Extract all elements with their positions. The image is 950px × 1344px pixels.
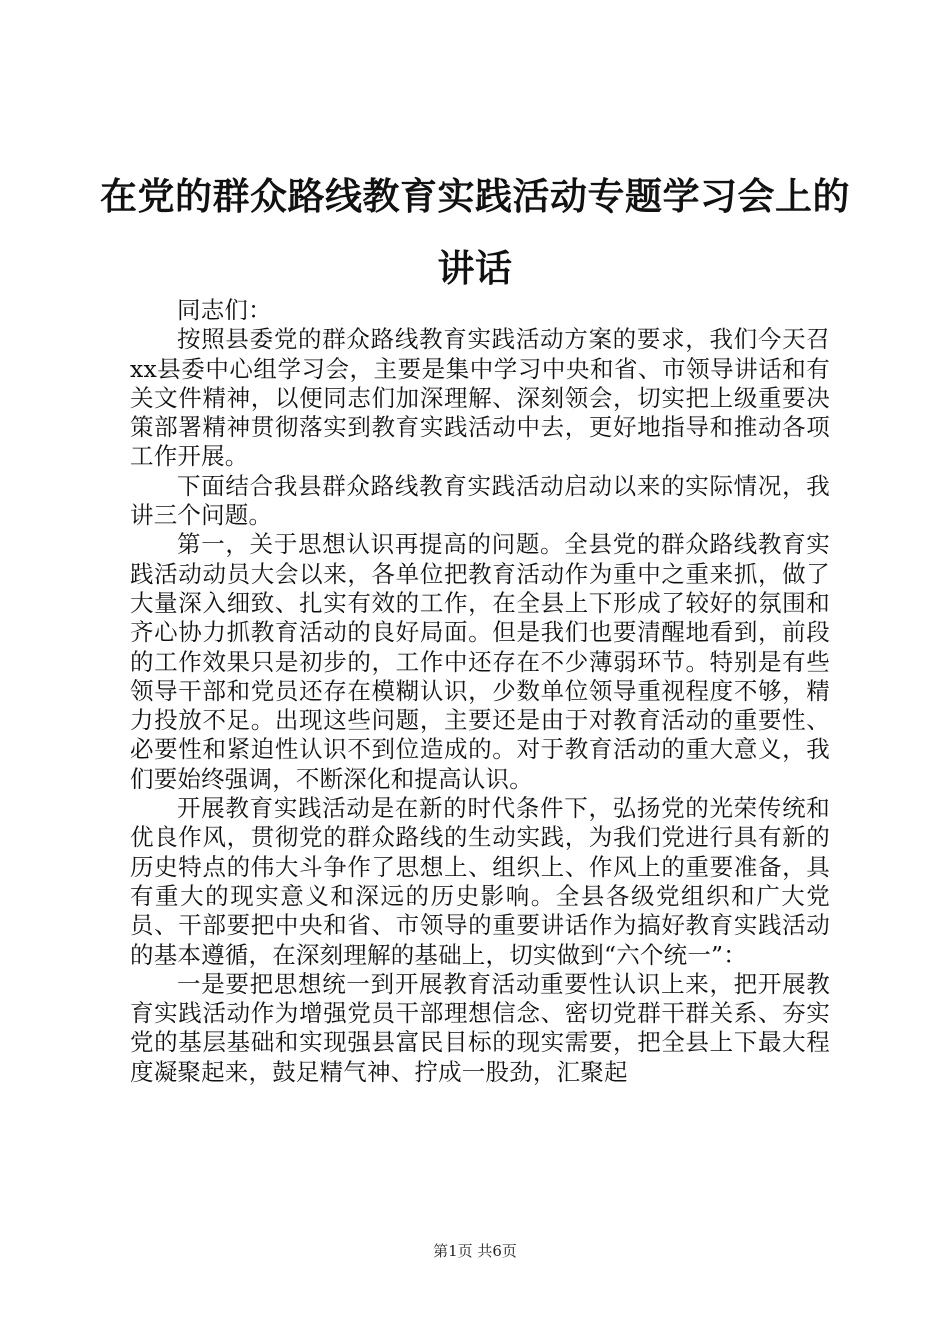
document-body xyxy=(130,296,830,1087)
body-paragraph: 一是要把思想统一到开展教育活动重要性认识上来，把开展教育实践活动作为增强党员干部理想信念、密切党群干群关系、夯实党的基层基础和实现强县富民目标的现实需要，把全县上下最大程度凝聚起来，鼓足精气神、拧成一股劲，汇聚起 xyxy=(130,969,830,1086)
body-paragraph: 下面结合我县群众路线教育实践活动启动以来的实际情况，我讲三个问题。 xyxy=(130,471,830,530)
body-paragraph: 按照县委党的群众路线教育实践活动方案的要求，我们今天召xx县委中心组学习会，主要是集中学习中央和省、市领导讲话和有关文件精神，以便同志们加深理解、深刻领会，切实把上级重要决策部署精神贯彻落实到教育实践活动中去，更好地指导和推动各项工作开展。 xyxy=(130,325,830,471)
page-title: 在党的群众路线教育实践活动专题学习会上的讲话 xyxy=(100,174,850,290)
body-paragraph: 第一，关于思想认识再提高的问题。全县党的群众路线教育实践活动动员大会以来，各单位把教育活动作为重中之重来抓，做了大量深入细致、扎实有效的工作，在全县上下形成了较好的氛围和齐心协力抓教育活动的良好局面。但是我们也要清醒地看到，前段的工作效果只是初步的，工作中还存在不少薄弱环节。特别是有些领导干部和党员还存在模糊认识，少数单位领导重视程度不够，精力投放不足。出现这些问题，主要还是由于对教育活动的重要性、必要性和紧迫性认识不到位造成的。对于教育活动的重大意义，我们要始终强调，不断深化和提高认识。 xyxy=(130,530,830,793)
salutation-paragraph: 同志们： xyxy=(177,296,272,324)
page-number-footer: 第1页 共6页 xyxy=(433,1242,517,1260)
body-paragraph: 开展教育实践活动是在新的时代条件下，弘扬党的光荣传统和优良作风，贯彻党的群众路线的生动实践，为我们党进行具有新的历史特点的伟大斗争作了思想上、组织上、作风上的重要准备，具有重大的现实意义和深远的历史影响。全县各级党组织和广大党员、干部要把中央和省、市领导的重要讲话作为搞好教育实践活动的基本遵循，在深刻理解的基础上，切实做到“六个统一”： xyxy=(130,794,830,969)
